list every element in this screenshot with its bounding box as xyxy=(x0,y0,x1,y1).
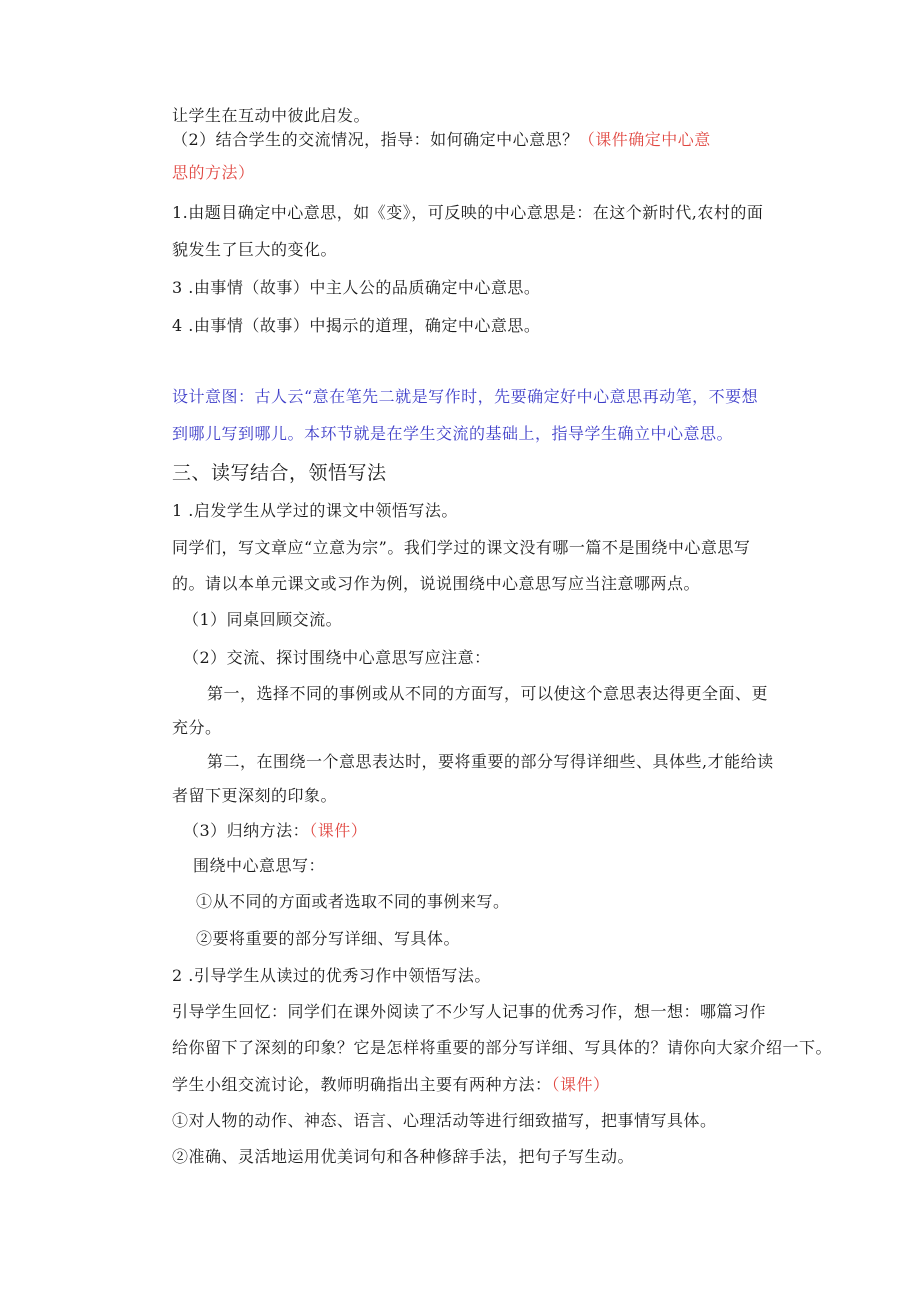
design-intent-line-1: 设计意图：古人云“意在笔先二就是写作时，先要确定好中心意思再动笔，不要想 xyxy=(172,387,759,406)
summarize-method-text: （3）归纳方法： xyxy=(183,821,310,840)
method-4: 4 .由事情（故事）中揭示的道理，确定中心意思。 xyxy=(172,316,541,335)
step-1-paragraph-line-2: 的。请以本单元课文或习作为例，说说围绕中心意思写应当注意哪两点。 xyxy=(172,574,701,593)
circled-point-2: ②要将重要的部分写详细、写具体。 xyxy=(196,929,461,948)
paragraph-guidance-question xyxy=(172,129,711,151)
group-discussion-line xyxy=(172,1074,610,1096)
design-intent-line-2: 到哪儿写到哪儿。本环节就是在学生交流的基础上，指导学生确立中心意思。 xyxy=(172,424,734,443)
sub-item-1: （1）同桌回顾交流。 xyxy=(183,610,343,629)
step-1-paragraph-line-1: 同学们，写文章应“立意为宗”。我们学过的课文没有哪一篇不是围绕中心意思写 xyxy=(172,538,751,557)
method-1-line-1: 1.由题目确定中心意思，如《变》，可反映的中心意思是：在这个新时代,农村的面 xyxy=(172,203,764,222)
courseware-note-red: （课件确定中心意 xyxy=(578,130,711,149)
guidance-question-text: （2）结合学生的交流情况，指导：如何确定中心意思？ xyxy=(172,130,579,149)
sub-item-2: （2）交流、探讨围绕中心意思写应注意： xyxy=(183,648,491,667)
step-2-title: 2 .引导学生从读过的优秀习作中领悟写法。 xyxy=(172,966,491,985)
section-3-heading: 三、读写结合，领悟写法 xyxy=(172,462,387,484)
method-b: ②准确、灵活地运用优美词句和各种修辞手法，把句子写生动。 xyxy=(172,1147,635,1166)
point-first-line-1: 第一，选择不同的事例或从不同的方面写，可以使这个意思表达得更全面、更 xyxy=(207,684,769,703)
point-second-line-1: 第二，在围绕一个意思表达时，要将重要的部分写得详细些、具体些,才能给读 xyxy=(207,752,774,771)
around-center-label: 围绕中心意思写： xyxy=(193,856,326,875)
point-first-line-2: 充分。 xyxy=(172,718,222,737)
recall-paragraph-line-2: 给你留下了深刻的印象？它是怎样将重要的部分写详细、写具体的？请你向大家介绍一下。 xyxy=(172,1038,833,1057)
point-second-line-2: 者留下更深刻的印象。 xyxy=(172,786,338,805)
circled-point-1: ①从不同的方面或者选取不同的事例来写。 xyxy=(196,892,510,911)
sub-item-3 xyxy=(183,820,367,842)
courseware-note-red-2: （课件） xyxy=(309,821,368,840)
method-a: ①对人物的动作、神态、语言、心理活动等进行细致描写，把事情写具体。 xyxy=(172,1111,717,1130)
courseware-note-red-3: （课件） xyxy=(551,1075,610,1094)
recall-paragraph-line-1: 引导学生回忆：同学们在课外阅读了不少写人记事的优秀习作，想一想：哪篇习作 xyxy=(172,1002,767,1021)
method-3: 3 .由事情（故事）中主人公的品质确定中心意思。 xyxy=(172,278,541,297)
group-discussion-text: 学生小组交流讨论，教师明确指出主要有两种方法： xyxy=(172,1075,552,1094)
paragraph-mutual-inspiration: 让学生在互动中彼此启发。 xyxy=(172,106,371,125)
courseware-note-red-continued: 思的方法） xyxy=(172,163,255,182)
step-1-title: 1 .启发学生从学过的课文中领悟写法。 xyxy=(172,501,458,520)
method-1-line-2: 貌发生了巨大的变化。 xyxy=(172,240,338,259)
